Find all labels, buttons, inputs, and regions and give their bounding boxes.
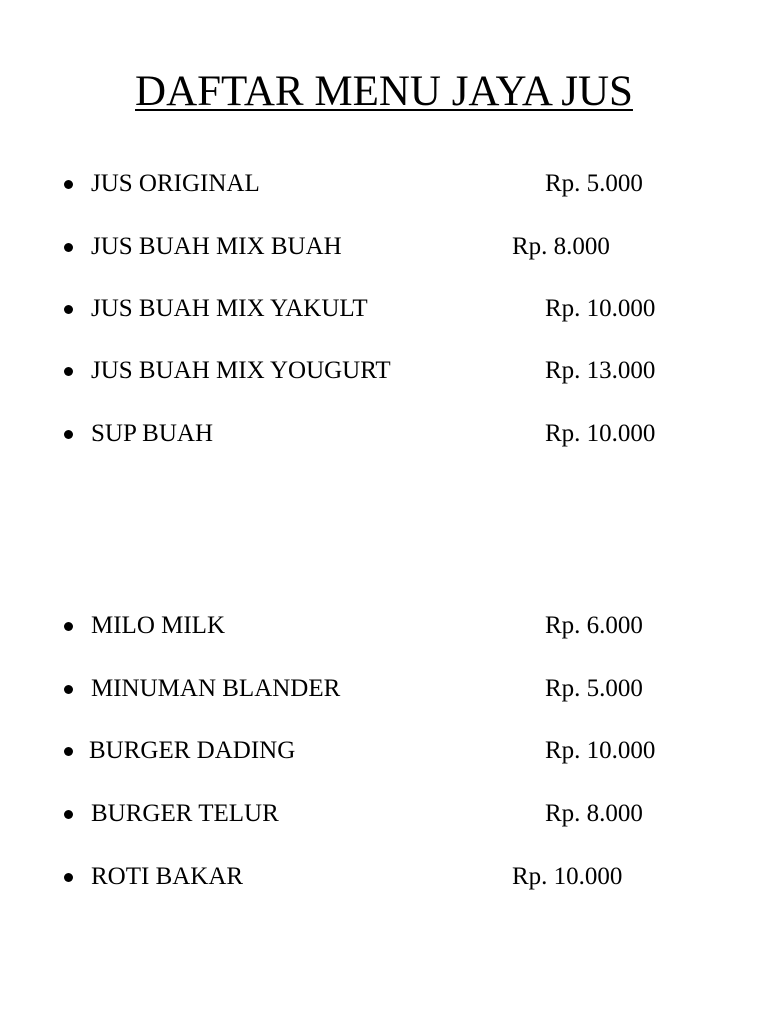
page-title: [0, 66, 768, 118]
menu-item-price: Rp. 10.000: [545, 737, 656, 764]
menu-item-name: ROTI BAKAR: [91, 863, 244, 890]
bullet-icon: [64, 873, 73, 882]
menu-item-price: Rp. 5.000: [545, 675, 643, 702]
menu-item: [0, 418, 768, 450]
menu-item-price: Rp. 8.000: [545, 800, 643, 827]
bullet-icon: [64, 367, 73, 376]
bullet-icon: [64, 243, 73, 252]
menu-item-name: BURGER DADING: [89, 737, 296, 764]
menu-item: [0, 735, 768, 767]
menu-item-price: Rp. 10.000: [512, 863, 623, 890]
menu-item: [0, 355, 768, 387]
menu-item: [0, 861, 768, 893]
menu-item-price: Rp. 10.000: [545, 420, 656, 447]
menu-item: [0, 168, 768, 200]
menu-item: [0, 610, 768, 642]
bullet-icon: [64, 685, 73, 694]
bullet-icon: [64, 747, 73, 756]
menu-item-name: SUP BUAH: [91, 420, 214, 447]
menu-item-name: JUS BUAH MIX BUAH: [91, 233, 342, 260]
bullet-icon: [64, 305, 73, 314]
menu-item-price: Rp. 6.000: [545, 612, 643, 639]
menu-item-name: MILO MILK: [91, 612, 226, 639]
menu-item-price: Rp. 8.000: [512, 233, 610, 260]
menu-item-price: Rp. 10.000: [545, 295, 656, 322]
menu-item-price: Rp. 13.000: [545, 357, 656, 384]
bullet-icon: [64, 430, 73, 439]
bullet-icon: [64, 180, 73, 189]
menu-item: [0, 798, 768, 830]
menu-item-name: JUS ORIGINAL: [91, 170, 260, 197]
menu-item-name: JUS BUAH MIX YAKULT: [91, 295, 368, 322]
menu-item-name: BURGER TELUR: [91, 800, 279, 827]
bullet-icon: [64, 810, 73, 819]
menu-item-price: Rp. 5.000: [545, 170, 643, 197]
menu-item-name: JUS BUAH MIX YOUGURT: [91, 357, 391, 384]
menu-item-name: MINUMAN BLANDER: [91, 675, 341, 702]
bullet-icon: [64, 622, 73, 631]
menu-item: [0, 673, 768, 705]
menu-item: [0, 231, 768, 263]
page-title-text: DAFTAR MENU JAYA JUS: [135, 68, 633, 115]
menu-item: [0, 293, 768, 325]
